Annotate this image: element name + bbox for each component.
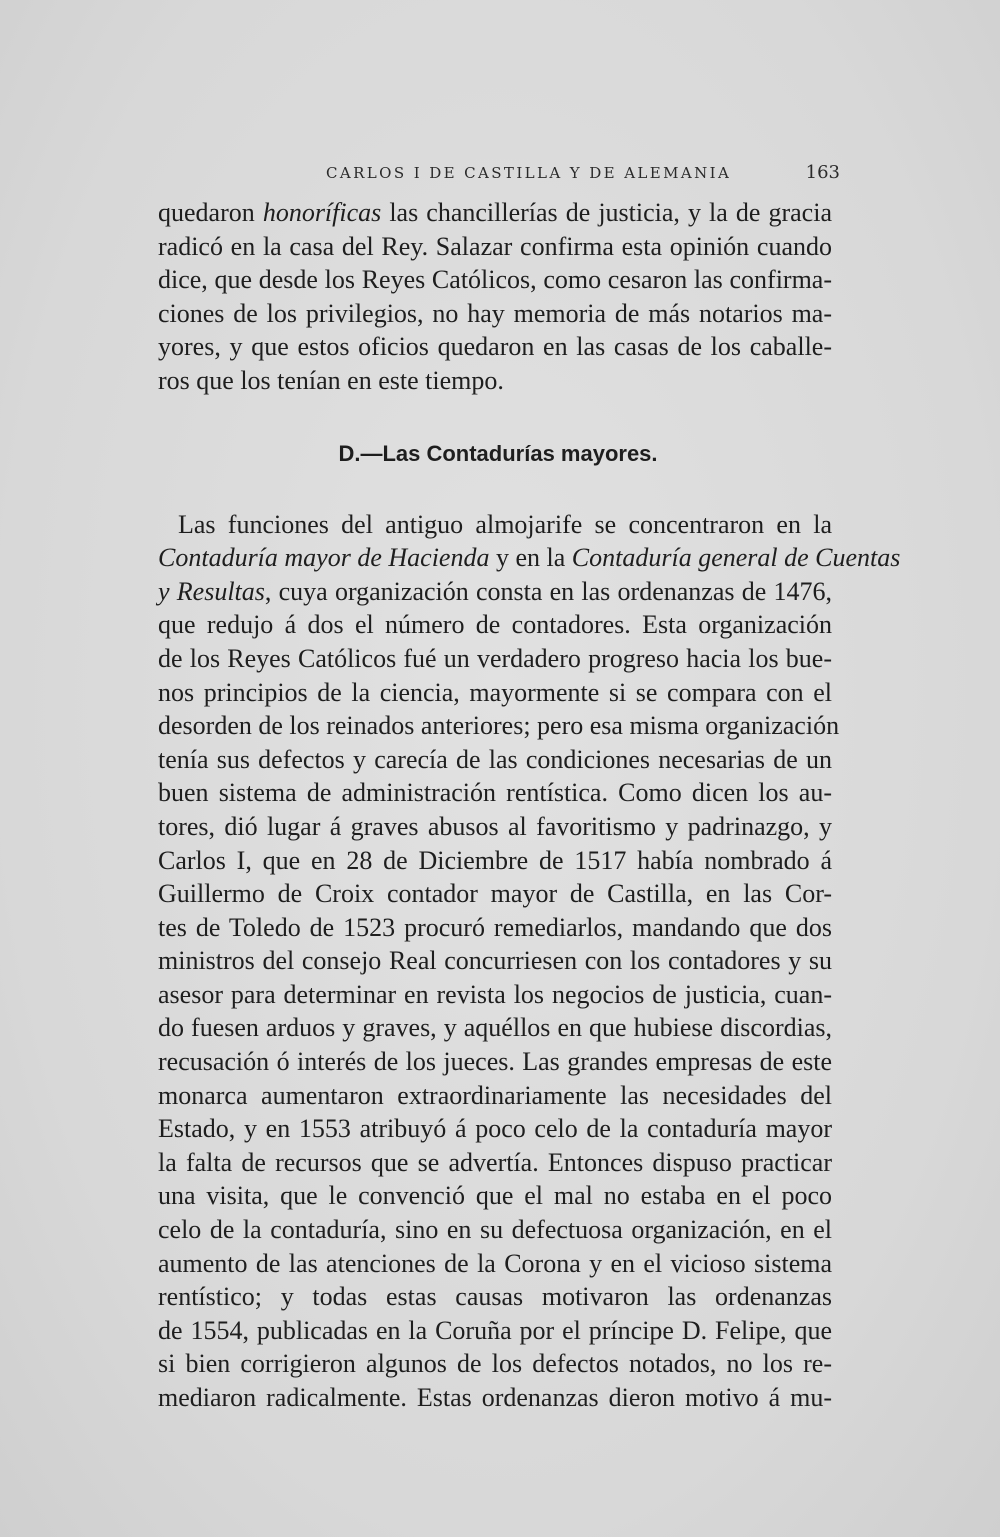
text-line [158,541,901,575]
text-line: mediaron radicalmente. Estas ordenanzas dieron motivo á mu- [158,1383,832,1412]
text-line: Estado, y en 1553 atribuyó á poco celo de la contaduría mayor [158,1114,832,1144]
section-heading: D.—Las Contadurías mayores. [338,440,658,466]
italic-term: Contaduría mayor de Hacienda [158,543,490,573]
text-line: de los Reyes Católicos fué un verdadero progreso hacia los bue- [158,643,832,673]
text-line: una visita, que le convenció que el mal no estaba en el poco [158,1181,832,1211]
text-line: yores, y que estos oficios quedaron en las casas de los caballe- [158,332,832,362]
text-line: radicó en la casa del Rey. Salazar confirma esta opinión cuando [158,231,832,261]
running-head [160,162,840,186]
text-line: rentístico; y todas estas causas motivaron las ordenanzas [158,1282,832,1312]
text-fragment: , cuya organización consta en las ordenanzas de 1476, [264,576,832,606]
spacer [158,398,832,437]
page-number: 163 [805,162,840,183]
italic-term: honoríficas [262,198,382,227]
text-line: celo de la contaduría, sino en su defectuosa organización, en el [158,1215,832,1245]
text-fragment: las chancillerías de justicia, y la de gracia [381,198,832,227]
text-line: Guillermo de Croix contador mayor de Castilla, en las Cor- [158,879,832,909]
text-line: dice, que desde los Reyes Católicos, como cesaron las confirma- [158,265,832,295]
italic-term: Contaduría general de Cuentas [571,543,901,573]
text-line: la falta de recursos que se advertía. Entonces dispuso practicar [158,1147,832,1177]
text-line: Las funciones del antiguo almojarife se concentraron en la [178,509,832,539]
text-line: monarca aumentaron extraordinariamente las necesidades del [158,1080,832,1110]
running-title: CARLOS I DE CASTILLA Y DE ALEMANIA [326,164,732,182]
text-line: aumento de las atenciones de la Corona y en el vicioso sistema [158,1248,832,1278]
body-text [158,196,901,1415]
text-line: do fuesen arduos y graves, y aquéllos en que hubiese discordias, [158,1013,832,1043]
text-line: asesor para determinar en revista los negocios de justicia, cuan- [158,979,832,1009]
text-line [158,196,832,230]
text-line: ministros del consejo Real concurriesen con los contadores y su [158,946,832,976]
text-fragment: y en la [489,543,572,573]
text-line: si bien corrigieron algunos de los defectos notados, no los re- [158,1349,832,1379]
spacer [158,471,832,508]
text-line: ros que los tenían en este tiempo. [158,365,504,395]
text-line: desorden de los reinados anteriores; pero esa misma organización [158,711,840,741]
text-line: tes de Toledo de 1523 procuró remediarlos, mandando que dos [158,912,832,942]
text-line: nos principios de la ciencia, mayormente si se compara con el [158,677,832,707]
text-line: Carlos I, que en 28 de Diciembre de 1517 había nombrado á [158,845,832,875]
text-line: tores, dió lugar á graves abusos al favoritismo y padrinazgo, y [158,811,832,841]
text-line: ciones de los privilegios, no hay memoria de más notarios ma- [158,298,832,328]
italic-term: y Resultas [158,576,265,606]
text-line: de 1554, publicadas en la Coruña por el príncipe D. Felipe, que [158,1315,832,1345]
text-line: tenía sus defectos y carecía de las condiciones necesarias de un [158,744,832,774]
text-line: recusación ó interés de los jueces. Las grandes empresas de este [158,1047,832,1077]
text-fragment: quedaron [158,198,263,227]
text-line: buen sistema de administración rentística. Como dicen los au- [158,778,832,808]
text-line: que redujo á dos el número de contadores. Esta organización [158,610,832,640]
text-line [158,575,832,609]
